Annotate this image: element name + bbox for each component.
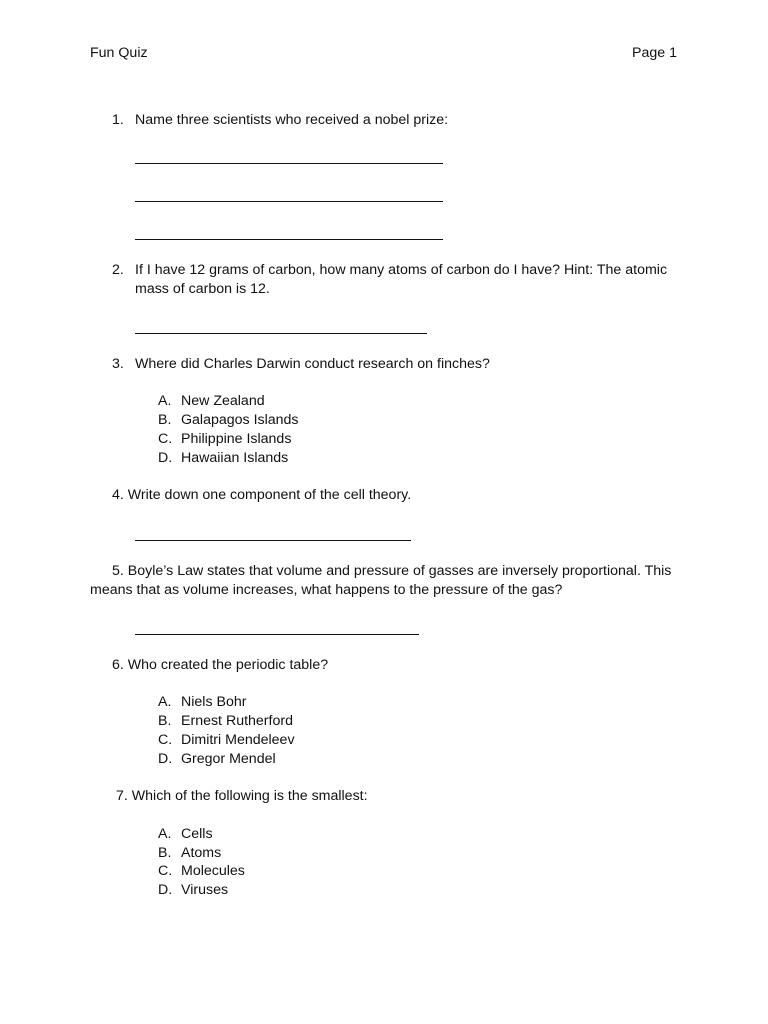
- q1-answer-line-2: [135, 201, 443, 202]
- q7-option-letter: A.: [158, 826, 172, 842]
- q7-option-text: Cells: [181, 826, 213, 842]
- q7-option-text: Atoms: [181, 845, 222, 861]
- q1-number: 1.: [112, 112, 124, 128]
- q3-option-text: Hawaiian Islands: [181, 450, 289, 466]
- q6-option-letter: A.: [158, 694, 172, 710]
- q1-answer-line-1: [135, 163, 443, 164]
- q3-option-letter: A.: [158, 393, 172, 409]
- q6-option-letter: D.: [158, 751, 173, 767]
- q7-option-letter: B.: [158, 845, 172, 861]
- q1-text: Name three scientists who received a nobel prize:: [135, 112, 449, 128]
- q2-number: 2.: [112, 262, 124, 278]
- q5-answer-line: [135, 634, 419, 635]
- q3-option-text: Philippine Islands: [181, 431, 292, 447]
- q3-option-letter: D.: [158, 450, 173, 466]
- q3-option-text: New Zealand: [181, 393, 265, 409]
- q7-text: 7. Which of the following is the smallest:: [116, 788, 368, 804]
- q7-option-letter: C.: [158, 863, 173, 879]
- q3-number: 3.: [112, 356, 124, 372]
- q5-text-line-1: 5. Boyle’s Law states that volume and pressure of gasses are inversely proportional. This: [112, 563, 672, 579]
- q3-option-letter: C.: [158, 431, 173, 447]
- q2-text-line-1: If I have 12 grams of carbon, how many atoms of carbon do I have? Hint: The atomic: [135, 262, 668, 278]
- q6-option-text: Ernest Rutherford: [181, 713, 293, 729]
- q6-text: 6. Who created the periodic table?: [112, 657, 329, 673]
- q7-option-letter: D.: [158, 882, 173, 898]
- q3-option-letter: B.: [158, 412, 172, 428]
- q1-answer-line-3: [135, 239, 443, 240]
- q3-option-text: Galapagos Islands: [181, 412, 299, 428]
- q2-text-line-2: mass of carbon is 12.: [135, 281, 270, 297]
- header-title: Fun Quiz: [90, 45, 148, 61]
- q7-option-text: Molecules: [181, 863, 245, 879]
- q6-option-text: Gregor Mendel: [181, 751, 276, 767]
- q6-option-letter: B.: [158, 713, 172, 729]
- page-number: Page 1: [632, 45, 677, 61]
- q6-option-text: Dimitri Mendeleev: [181, 732, 295, 748]
- q5-text-line-2: means that as volume increases, what happens to the pressure of the gas?: [90, 582, 563, 598]
- q4-text: 4. Write down one component of the cell theory.: [112, 487, 412, 503]
- q2-answer-line: [135, 333, 427, 334]
- q7-option-text: Viruses: [181, 882, 229, 898]
- q6-option-letter: C.: [158, 732, 173, 748]
- q3-text: Where did Charles Darwin conduct research on finches?: [135, 356, 490, 372]
- q4-answer-line: [135, 540, 411, 541]
- q6-option-text: Niels Bohr: [181, 694, 247, 710]
